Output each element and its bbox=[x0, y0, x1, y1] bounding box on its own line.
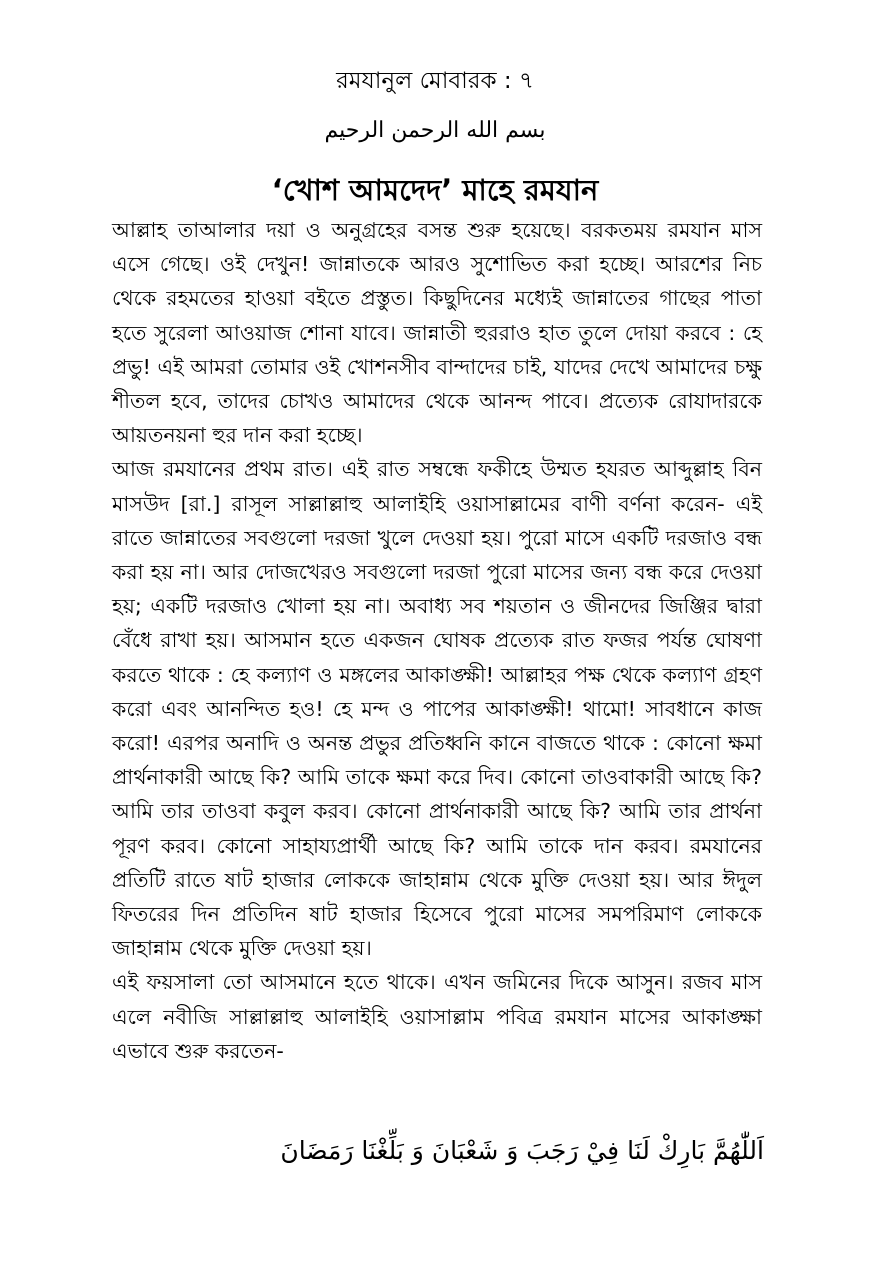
bismillah-line: بسم الله الرحمن الرحيم bbox=[324, 118, 546, 143]
page-title: ‘খোশ আমদেদ’ মাহে রমযান bbox=[271, 173, 599, 207]
arabic-dua: اَللّٰهُمَّ بَارِكْ لَنَا فِيْ رَجَبَ وَ شَعْبَانَ وَ بَلِّغْنَا رَمَضَانَ bbox=[280, 1136, 764, 1165]
body-text bbox=[112, 213, 762, 1068]
running-header: রমযানুল মোবারক : ৭ bbox=[336, 68, 534, 94]
paragraph: আল্লাহ তাআলার দয়া ও অনুগ্রহের বসন্ত শুরু হয়েছে। বরকতময় রমযান মাস এসে গেছে। ওই দেখুন! জান্নাতকে আরও সুশোভিত করা হচ্ছে। আরশের নিচ থেকে রহমতের হাওয়া বইতে প্রস্তুত। কিছুদিনের মধ্যেই জান্নাতের গাছের পাতা হতে সুরেলা আওয়াজ শোনা যাবে। জান্নাতী হুররাও হাত তুলে দোয়া করবে : হে প্রভু! এই আমরা তোমার ওই খোশনসীব বান্দাদের চাই, যাদের দেখে আমাদের চক্ষু শীতল হবে, তাদের চোখও আমাদের থেকে আনন্দ পাবে। প্রত্যেক রোযাদারকে আয়তনয়না হুর দান করা হচ্ছে। bbox=[112, 218, 762, 448]
paragraph: এই ফয়সালা তো আসমানে হতে থাকে। এখন জমিনের দিকে আসুন। রজব মাস এলে নবীজি সাল্লাল্লাহু আলাইহি ওয়াসাল্লাম পবিত্র রমযান মাসের আকাঙ্ক্ষা এভাবে শুরু করতেন- bbox=[112, 970, 762, 1063]
paragraph: আজ রমযানের প্রথম রাত। এই রাত সম্বন্ধে ফকীহে উম্মত হযরত আব্দুল্লাহ বিন মাসউদ [রা.] রাসূল সাল্লাল্লাহু আলাইহি ওয়াসাল্লামের বাণী বর্ণনা করেন- এই রাতে জান্নাতের সবগুলো দরজা খুলে দেওয়া হয়। পুরো মাসে একটি দরজাও বন্ধ করা হয় না। আর দোজখেরও সবগুলো দরজা পুরো মাসের জন্য বন্ধ করে দেওয়া হয়; একটি দরজাও খোলা হয় না। অবাধ্য সব শয়তান ও জীনদের জিঞ্জির দ্বারা বেঁধে রাখা হয়। আসমান হতে একজন ঘোষক প্রত্যেক রাত ফজর পর্যন্ত ঘোষণা করতে থাকে : হে কল্যাণ ও মঙ্গলের আকাঙ্ক্ষী! আল্লাহর পক্ষ থেকে কল্যাণ গ্রহণ করো এবং আনন্দিত হও! হে মন্দ ও পাপের আকাঙ্ক্ষী! থামো! সাবধানে কাজ করো! এরপর অনাদি ও অনন্ত প্রভুর প্রতিধ্বনি কানে বাজতে থাকে : কোনো ক্ষমা প্রার্থনাকারী আছে কি? আমি তাকে ক্ষমা করে দিব। কোনো তাওবাকারী আছে কি? আমি তার তাওবা কবুল করব। কোনো প্রার্থনাকারী আছে কি? আমি তার প্রার্থনা পূরণ করব। কোনো সাহায্যপ্রার্থী আছে কি? আমি তাকে দান করব। রমযানের প্রতিটি রাতে ষাট হাজার লোককে জাহান্নাম থেকে মুক্তি দেওয়া হয়। আর ঈদুল ফিতরের দিন প্রতিদিন ষাট হাজার হিসেবে পুরো মাসের সমপরিমাণ লোককে জাহান্নাম থেকে মুক্তি দেওয়া হয়। bbox=[112, 457, 762, 961]
